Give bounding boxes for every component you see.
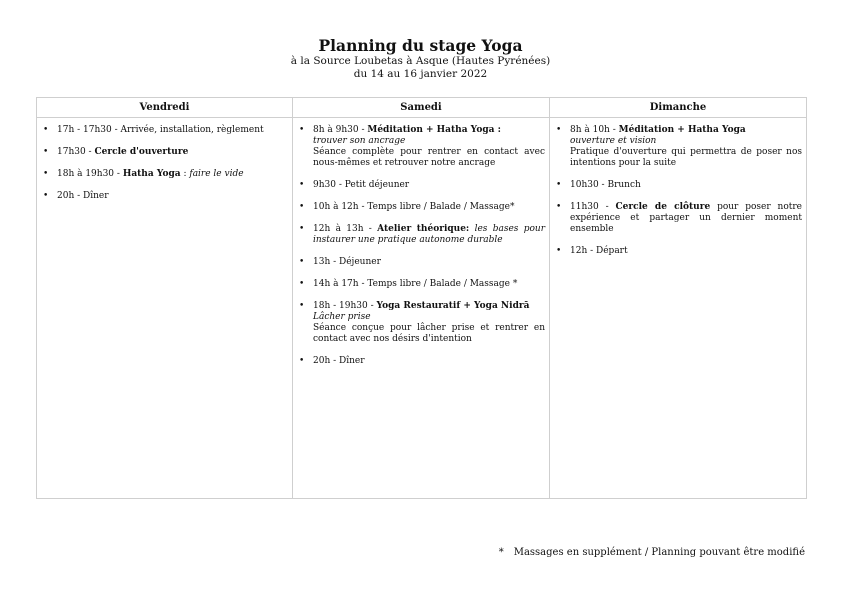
activity-item — [570, 125, 802, 169]
activity-time: 8h à 9h30 - — [313, 125, 368, 135]
activity-time: 14h à 17h - Temps libre / Balade / Massage * — [313, 279, 518, 289]
footnote-text: Massages en supplément / Planning pouvant être modifié — [513, 547, 805, 558]
activity-item — [313, 125, 545, 169]
day-column-samedi — [293, 118, 550, 499]
activity-item — [57, 125, 288, 136]
activity-item — [57, 147, 288, 158]
activity-time: 10h à 12h - Temps libre / Balade / Massage* — [313, 202, 515, 212]
activity-time: 17h30 - — [57, 147, 95, 157]
activity-text: Arrivée, installation, règlement — [120, 125, 264, 135]
activity-time: 17h - 17h30 - — [57, 125, 121, 135]
activity-time: 13h - Déjeuner — [313, 257, 381, 267]
day-header-samedi: Samedi — [293, 98, 550, 118]
document-header — [0, 37, 841, 81]
activity-subtitle: faire le vide — [189, 169, 244, 179]
activity-time: 11h30 - — [570, 202, 616, 212]
activity-item — [313, 180, 545, 191]
activity-item — [57, 191, 288, 202]
activity-title: Yoga Restauratif + Yoga Nidrā — [376, 301, 530, 311]
activity-subtitle: trouver son ancrage — [313, 136, 406, 146]
activity-title: Atelier théorique: — [377, 224, 470, 234]
activity-item — [313, 202, 545, 213]
activity-time: 10h30 - Brunch — [570, 180, 641, 190]
day-header-dimanche: Dimanche — [550, 98, 807, 118]
activity-time: 8h à 10h - — [570, 125, 619, 135]
activity-time: 9h30 - Petit déjeuner — [313, 180, 410, 190]
location-line: à la Source Loubetas à Asque (Hautes Pyrénées) — [290, 55, 551, 67]
footnote — [499, 546, 805, 559]
activity-title: Hatha Yoga — [122, 169, 181, 179]
activity-item — [313, 224, 545, 246]
activity-item — [313, 356, 545, 367]
activity-title: Cercle de clôture — [615, 202, 711, 212]
activity-item — [570, 202, 802, 235]
schedule-table — [36, 97, 807, 499]
activity-time: 12h à 13h - — [313, 224, 378, 234]
activity-time: 18h à 19h30 - — [57, 169, 123, 179]
activity-item — [570, 180, 802, 191]
schedule-body-row — [37, 118, 807, 499]
activity-item — [570, 246, 802, 257]
activity-time: 18h - 19h30 - — [313, 301, 377, 311]
activity-list — [293, 118, 549, 367]
activity-title: Méditation + Hatha Yoga : — [367, 125, 501, 135]
activity-item — [313, 257, 545, 268]
activity-text: pour poser notre expérience et partager un dernier moment ensemble — [570, 202, 803, 234]
activity-text: : — [180, 169, 190, 179]
activity-time: 20h - Dîner — [57, 191, 109, 201]
activity-description: Séance complète pour rentrer en contact avec nous-mêmes et retrouver notre ancrage — [313, 147, 545, 168]
activity-subtitle: ouverture et vision — [570, 136, 657, 146]
activity-description: Pratique d'ouverture qui permettra de poser nos intentions pour la suite — [570, 147, 802, 168]
activity-item — [57, 169, 288, 180]
footnote-asterisk: * — [498, 547, 504, 558]
page-title: Planning du stage Yoga — [318, 36, 523, 55]
activity-subtitle: Lâcher prise — [313, 312, 371, 322]
dates-line: du 14 au 16 janvier 2022 — [353, 68, 488, 80]
day-header-vendredi: Vendredi — [37, 98, 293, 118]
activity-item — [313, 279, 545, 290]
activity-time: 20h - Dîner — [313, 356, 365, 366]
activity-description: Séance conçue pour lâcher prise et rentrer en contact avec nos désirs d'intention — [313, 323, 545, 344]
activity-title: Méditation + Hatha Yoga — [618, 125, 746, 135]
activity-title: Cercle d'ouverture — [94, 147, 189, 157]
activity-subtitle: les bases pour instaurer une pratique autonome durable — [313, 224, 545, 245]
schedule-header-row — [37, 98, 807, 118]
day-column-dimanche — [550, 118, 807, 499]
day-column-vendredi — [37, 118, 293, 499]
activity-item — [313, 301, 545, 345]
activity-list — [550, 118, 806, 257]
activity-list — [37, 118, 292, 202]
activity-time: 12h - Départ — [570, 246, 628, 256]
